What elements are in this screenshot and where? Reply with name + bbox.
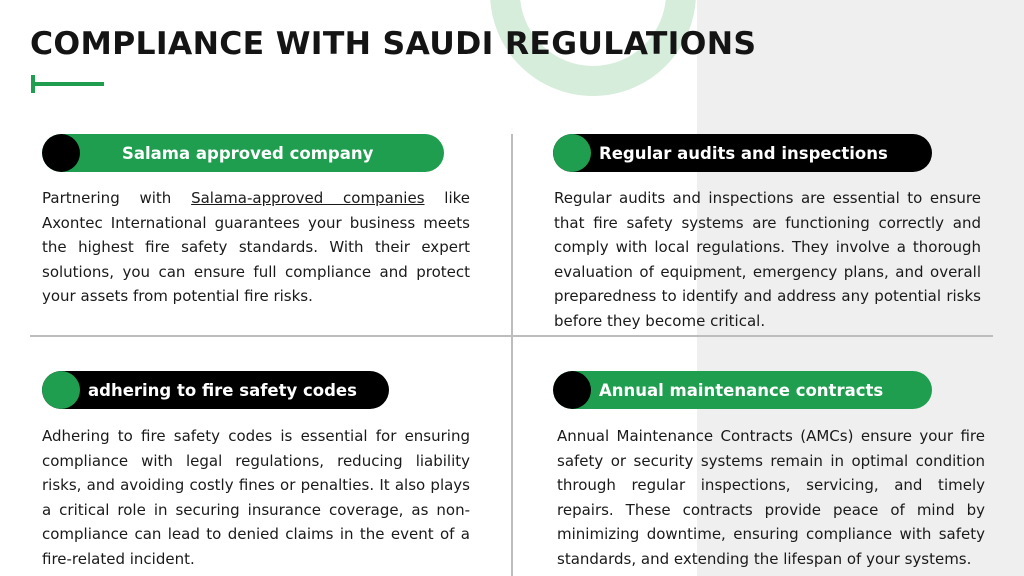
heading-audits: Regular audits and inspections (599, 143, 888, 163)
title-underline (34, 82, 104, 86)
vertical-divider (511, 134, 513, 576)
heading-maintenance: Annual maintenance contracts (599, 380, 884, 400)
pill-dot (553, 371, 591, 409)
heading-pill-audits (553, 134, 932, 172)
heading-pill-maintenance (553, 371, 932, 409)
salama-approved-link[interactable]: Salama-approved companies (191, 189, 425, 207)
heading-pill-codes (42, 371, 389, 409)
paragraph-salama-rest: like Axontec International guarantees your business meets the highest fire safety standards. With their expert solutions, you can ensure full compliance and protect your assets from potential fire risks. (42, 189, 471, 305)
heading-codes: adhering to fire safety codes (88, 380, 357, 400)
paragraph-audits: Regular audits and inspections are essential to ensure that fire safety systems are functioning correctly and comply with local regulations. They involve a thorough evaluation of equipment, emergency plans, and overall preparedness to identify and address any potential risks before they become critical. (554, 189, 981, 330)
paragraph-salama (42, 186, 470, 309)
paragraph-maintenance: Annual Maintenance Contracts (AMCs) ensure your fire safety or security systems remain in optimal condition through regular inspections, servicing, and timely repairs. These contracts provide peace of mind by minimizing downtime, ensuring compliance with safety standards, and extending the lifespan of your systems. (557, 427, 985, 568)
pill-dot (553, 134, 591, 172)
horizontal-divider (30, 335, 993, 337)
pill-dot (42, 134, 80, 172)
heading-salama: Salama approved company (122, 143, 374, 163)
page-title: COMPLIANCE WITH SAUDI REGULATIONS (30, 26, 757, 62)
pill-dot (42, 371, 80, 409)
paragraph-codes: Adhering to fire safety codes is essential for ensuring compliance with legal regulations, reducing liability risks, and avoiding costly fines or penalties. It also plays a critical role in securing insurance coverage, as non-compliance can lead to denied claims in the event of a fire-related incident. (42, 427, 470, 568)
heading-pill-salama (42, 134, 444, 172)
paragraph-salama-lead: Partnering with (42, 189, 192, 207)
